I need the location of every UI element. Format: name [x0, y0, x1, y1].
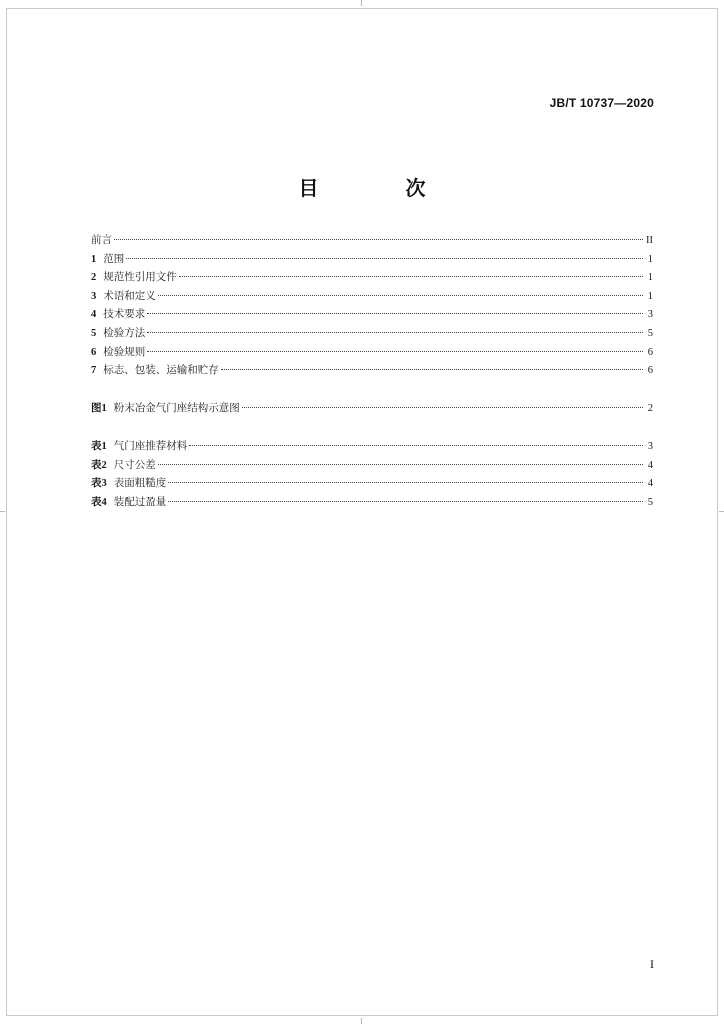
toc-entry-label [91, 493, 166, 513]
toc-figure-entry[interactable] [91, 399, 653, 418]
toc-entry-number: 4 [91, 309, 97, 321]
toc-entry[interactable] [91, 250, 653, 269]
toc-entry-text: 范围 [103, 252, 125, 265]
toc-entry-number: 图1 [91, 403, 107, 414]
toc-entry-label [91, 456, 156, 476]
toc-entry-number: 表1 [91, 441, 107, 452]
crop-mark-left [0, 511, 5, 512]
toc-entry-text: 气门座推荐材料 [113, 440, 188, 452]
toc-entry-text: 术语和定义 [103, 289, 156, 302]
toc-entry-number: 表3 [91, 478, 107, 490]
toc-entry-number: 1 [91, 253, 97, 265]
toc-entry-label [91, 324, 145, 344]
toc-entry[interactable] [91, 305, 653, 324]
toc-entry-number: 2 [91, 272, 97, 284]
toc-table-entry[interactable] [91, 474, 653, 493]
toc-entry-text: 粉末冶金气门座结构示意图 [113, 402, 240, 414]
toc-entry-label [91, 250, 124, 270]
toc-page-number: 5 [647, 327, 653, 339]
toc-entry-text: 装配过盈量 [113, 495, 167, 508]
toc-entry-label [91, 268, 177, 288]
toc-entry-label [91, 231, 112, 250]
toc-figure-list [91, 399, 653, 418]
toc-table-entry[interactable] [91, 493, 653, 512]
document-code: JB/T 10737—2020 [549, 96, 654, 110]
toc-page-number: II [646, 235, 653, 246]
toc-dot-leader [189, 445, 643, 446]
toc-table-entry[interactable] [91, 456, 653, 475]
toc-page-number: 1 [647, 290, 653, 302]
toc-entry-text: 技术要求 [103, 308, 146, 321]
toc-entry-text: 尺寸公差 [113, 458, 156, 471]
toc-entry-text: 检验方法 [103, 326, 146, 339]
toc-entry-number: 5 [91, 327, 97, 339]
toc-entry-label [91, 474, 166, 494]
toc-table-list [91, 437, 653, 511]
toc-entry-text: 规范性引用文件 [103, 271, 177, 284]
toc-entry-label [91, 305, 145, 325]
toc-entry-number: 3 [91, 290, 97, 302]
page-number: I [650, 957, 654, 971]
toc-entry-number: 表4 [91, 496, 107, 508]
toc-entry-label [91, 287, 156, 307]
toc-page-number: 5 [647, 496, 653, 508]
toc-title: 目 次 [298, 176, 466, 200]
toc-page-number: 1 [647, 253, 653, 265]
toc-dot-leader [147, 313, 643, 314]
crop-mark-bottom [361, 1018, 362, 1024]
toc-entry-number: 表2 [91, 459, 107, 471]
toc-page-number: 1 [647, 272, 653, 284]
toc-dot-leader [168, 501, 643, 502]
toc-entry[interactable] [91, 268, 653, 287]
toc-entry-text: 前言 [91, 234, 112, 246]
toc-entry[interactable] [91, 231, 653, 250]
toc-dot-leader [147, 332, 643, 333]
toc-entry[interactable] [91, 287, 653, 306]
toc-page-number: 6 [647, 346, 653, 358]
toc-entry[interactable] [91, 361, 653, 380]
crop-mark-top [361, 0, 362, 6]
toc-entry-label [91, 343, 145, 363]
toc-table-entry[interactable] [91, 437, 653, 456]
toc-dot-leader [168, 482, 643, 483]
toc-entry-label [91, 399, 240, 419]
toc-dot-leader [221, 369, 643, 370]
toc-entry-number: 7 [91, 365, 97, 377]
toc-dot-leader [147, 351, 643, 352]
toc-dot-leader [158, 295, 643, 296]
toc-entry-number: 6 [91, 346, 97, 358]
toc-dot-leader [126, 258, 643, 259]
toc-page-number: 2 [647, 403, 653, 414]
toc-main-list [91, 231, 653, 380]
toc-entry-label [91, 361, 219, 381]
toc-page-number: 4 [647, 478, 653, 490]
toc-entry-label [91, 437, 187, 457]
toc-entry-text: 标志、包装、运输和贮存 [103, 364, 219, 377]
crop-mark-right [719, 511, 724, 512]
toc-entry-text: 表面粗糙度 [113, 477, 167, 490]
toc-page-number: 6 [647, 365, 653, 377]
toc-dot-leader [179, 276, 643, 277]
toc-dot-leader [114, 239, 643, 240]
toc-page-number: 3 [647, 309, 653, 321]
toc-dot-leader [158, 464, 643, 465]
toc-dot-leader [242, 407, 643, 408]
toc-page-number: 3 [647, 441, 653, 452]
toc-entry[interactable] [91, 343, 653, 362]
toc-entry[interactable] [91, 324, 653, 343]
toc-page-number: 4 [647, 459, 653, 471]
toc-entry-text: 检验规则 [103, 345, 146, 358]
